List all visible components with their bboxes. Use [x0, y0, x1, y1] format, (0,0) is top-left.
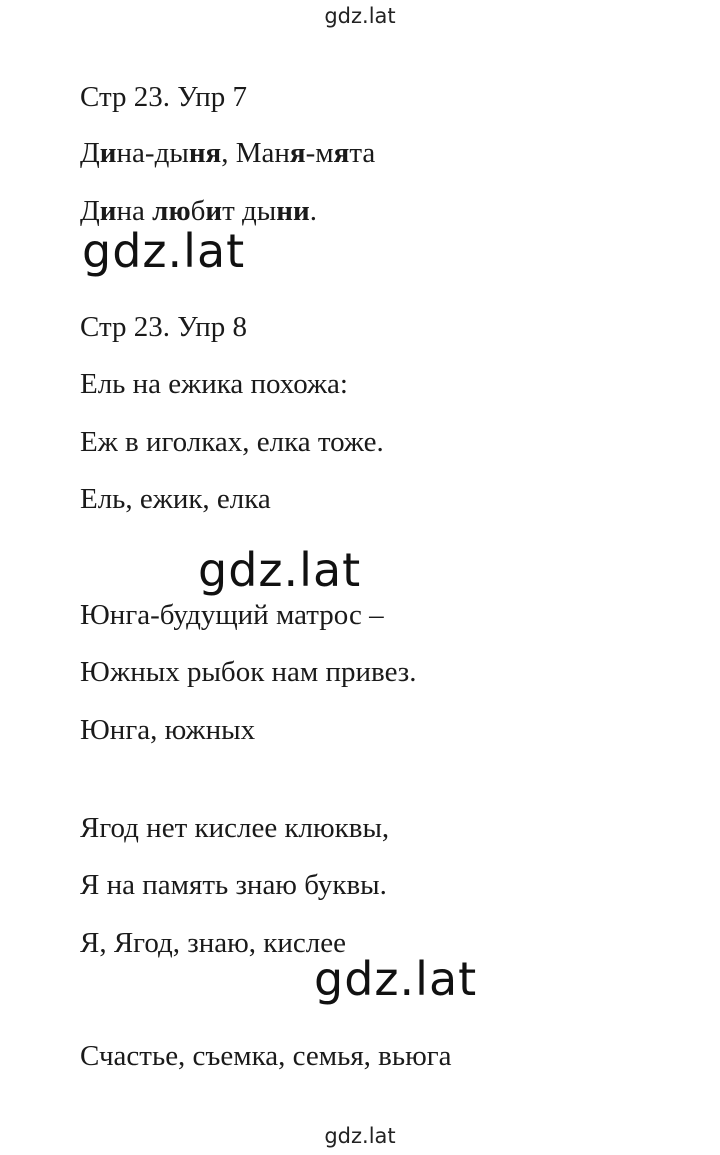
poem-line: Ягод нет кислее клюквы,	[80, 812, 390, 844]
exercise-7-line-1	[80, 139, 375, 168]
text-run: .	[309, 195, 317, 227]
stressed-letters: лю	[152, 195, 191, 227]
exercise-7-heading: Стр 23. Упр 7	[80, 81, 247, 113]
exercise-7-line-2	[80, 197, 317, 226]
watermark-mid-3: gdz.lat	[314, 952, 478, 1006]
stressed-letters: и	[99, 195, 117, 227]
text-run: Д	[80, 137, 100, 169]
stressed-letters: ня	[188, 137, 222, 169]
watermark-top: gdz.lat	[324, 4, 396, 28]
text-run: -м	[305, 137, 334, 169]
stressed-letters: я	[333, 137, 350, 169]
poem-line: Ель на ежика похожа:	[80, 368, 348, 400]
text-run: на-ды	[116, 137, 189, 169]
watermark-mid-1: gdz.lat	[82, 224, 246, 278]
text-run: , Ман	[221, 137, 290, 169]
exercise-8-heading: Стр 23. Упр 8	[80, 311, 247, 343]
poem-line: Еж в иголках, елка тоже.	[80, 426, 384, 458]
answer-line: Ель, ежик, елка	[80, 483, 271, 515]
answer-line: Юнга, южных	[80, 714, 256, 746]
stressed-letters: и	[205, 195, 223, 227]
stressed-letters: и	[292, 195, 310, 227]
text-run: Д	[80, 195, 100, 227]
poem-line: Юнга-будущий матрос –	[80, 599, 384, 631]
text-run: т ды	[222, 195, 277, 227]
text-run: на	[116, 195, 153, 227]
text-run: б	[190, 195, 206, 227]
answer-line: Я, Ягод, знаю, кислее	[80, 927, 346, 959]
stressed-letters: н	[276, 195, 293, 227]
poem-line: Южных рыбок нам привез.	[80, 656, 417, 688]
poem-line: Я на память знаю буквы.	[80, 869, 387, 901]
stressed-letters: и	[99, 137, 117, 169]
answer-line: Счастье, съемка, семья, вьюга	[80, 1040, 452, 1072]
watermark-bottom: gdz.lat	[324, 1124, 396, 1148]
stressed-letters: я	[289, 137, 306, 169]
watermark-mid-2: gdz.lat	[198, 543, 362, 597]
text-run: та	[349, 137, 376, 169]
